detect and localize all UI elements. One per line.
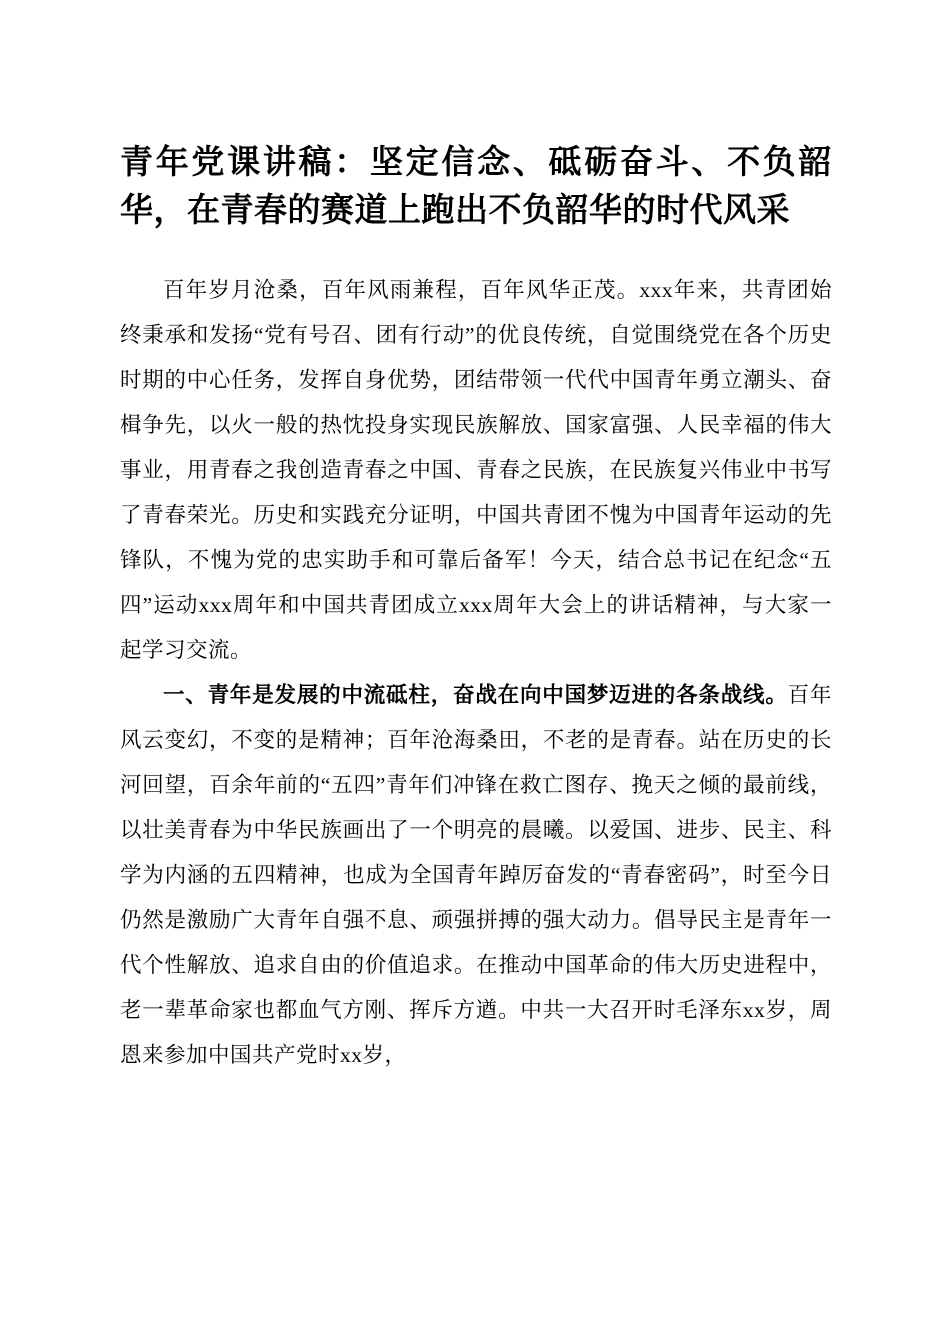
document-title: 青年党课讲稿：坚定信念、砥砺奋斗、不负韶华，在青春的赛道上跑出不负韶华的时代风采 [120,145,832,229]
section-one-text: 百年风云变幻，不变的是精神；百年沧海桑田，不老的是青春。站在历史的长河回望，百余年前的“五四”青年们冲锋在救亡图存、挽天之倾的最前线，以壮美青春为中华民族画出了一个明亮的晨曦。以爱国、进步、民主、科学为内涵的五四精神，也成为全国青年踔厉奋发的“青春密码”，时至今日仍然是激励广大青年自强不息、顽强拼搏的强大动力。倡导民主是青年一代个性解放、追求自由的价值追求。在推动中国革命的伟大历史进程中，老一辈革命家也都血气方刚、挥斥方遒。中共一大召开时毛泽东xx岁，周恩来参加中国共产党时xx岁， [120,682,832,1067]
paragraph-section-one [120,673,832,1078]
section-one-heading: 一、青年是发展的中流砥柱，奋战在向中国梦迈进的各条战线。 [163,682,788,707]
paragraph-intro [120,268,832,673]
paragraph-intro-text: 百年岁月沧桑，百年风雨兼程，百年风华正茂。xxx年来，共青团始终秉承和发扬“党有号召、团有行动”的优良传统，自觉围绕党在各个历史时期的中心任务，发挥自身优势，团结带领一代代中国青年勇立潮头、奋楫争先，以火一般的热忱投身实现民族解放、国家富强、人民幸福的伟大事业，用青春之我创造青春之中国、青春之民族，在民族复兴伟业中书写了青春荣光。历史和实践充分证明，中国共青团不愧为中国青年运动的先锋队，不愧为党的忠实助手和可靠后备军！今天，结合总书记在纪念“五四”运动xxx周年和中国共青团成立xxx周年大会上的讲话精神，与大家一起学习交流。 [120,277,832,662]
